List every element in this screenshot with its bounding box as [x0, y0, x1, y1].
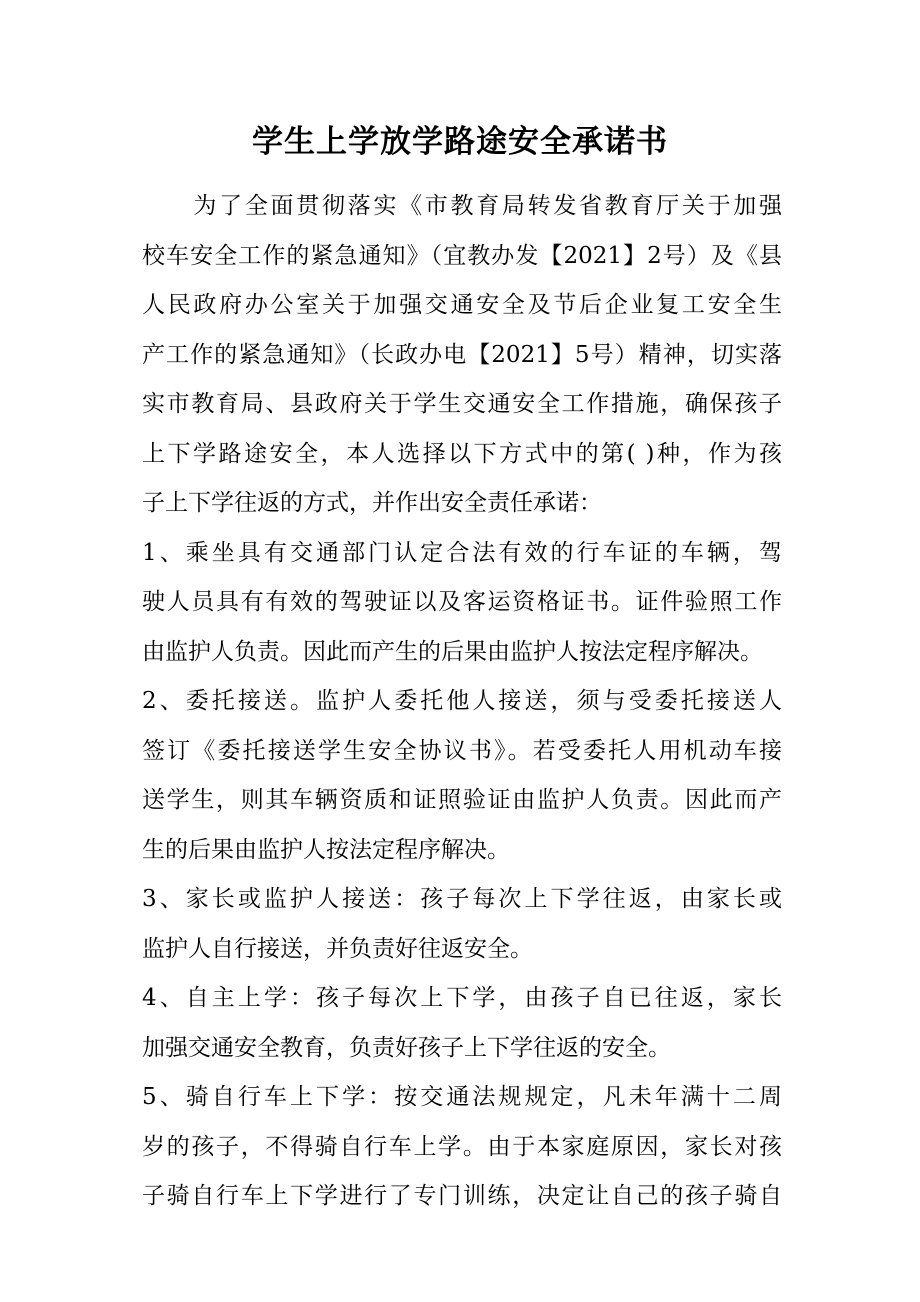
option-2-line-2: 签订《委托接送学生安全协议书》。若受委托人用机动车接 [142, 737, 782, 764]
option-1-line-2: 驶人员具有有效的驾驶证以及客运资格证书。证件验照工作 [142, 589, 782, 615]
option-5-line-1: 5、骑自行车上下学：按交通法规规定，凡未年满十二周 [142, 1084, 782, 1110]
option-1-line-3: 由监护人负责。因此而产生的后果由监护人按法定程序解决。 [142, 638, 763, 665]
paragraph-intro-line-1: 为了全面贯彻落实《市教育局转发省教育厅关于加强 [142, 193, 782, 219]
option-5-line-2: 岁的孩子，不得骑自行车上学。由于本家庭原因，家长对孩 [142, 1133, 782, 1160]
option-2-line-3: 送学生，则其车辆资质和证照验证由监护人负责。因此而产 [142, 787, 782, 813]
option-3-line-1: 3、家长或监护人接送：孩子每次上下学往返，由家长或 [142, 886, 782, 912]
paragraph-intro-line-3: 人民政府办公室关于加强交通安全及节后企业复工安全生 [142, 292, 782, 318]
document-title: 学生上学放学路途安全承诺书 [252, 124, 668, 160]
paragraph-intro-line-7: 子上下学往返的方式，并作出安全责任承诺： [142, 490, 602, 516]
paragraph-intro-line-4: 产工作的紧急通知》（长政办电【2021】5号）精神，切实落 [142, 341, 782, 368]
document-body [142, 182, 782, 1222]
paragraph-intro-line-5: 实市教育局、县政府关于学生交通安全工作措施，确保孩子 [142, 391, 782, 417]
option-3-line-2: 监护人自行接送，并负责好往返安全。 [142, 935, 533, 962]
option-2-line-4: 生的后果由监护人按法定程序解决。 [142, 836, 510, 863]
option-4-line-1: 4、自主上学：孩子每次上下学，由孩子自已往返，家长 [142, 985, 782, 1011]
option-4-line-2: 加强交通安全教育，负责好孩子上下学往返的安全。 [142, 1034, 671, 1061]
option-2-line-1: 2、委托接送。监护人委托他人接送，须与受委托接送人 [142, 688, 782, 714]
paragraph-intro-line-2: 校车安全工作的紧急通知》（宜教办发【2021】2号）及《县 [142, 242, 782, 269]
option-5-line-3: 子骑自行车上下学进行了专门训练，决定让自己的孩子骑自 [142, 1183, 782, 1209]
paragraph-intro-line-6: 上下学路途安全，本人选择以下方式中的第( )种，作为孩 [142, 440, 782, 467]
option-1-line-1: 1、乘坐具有交通部门认定合法有效的行车证的车辆，驾 [142, 539, 782, 566]
